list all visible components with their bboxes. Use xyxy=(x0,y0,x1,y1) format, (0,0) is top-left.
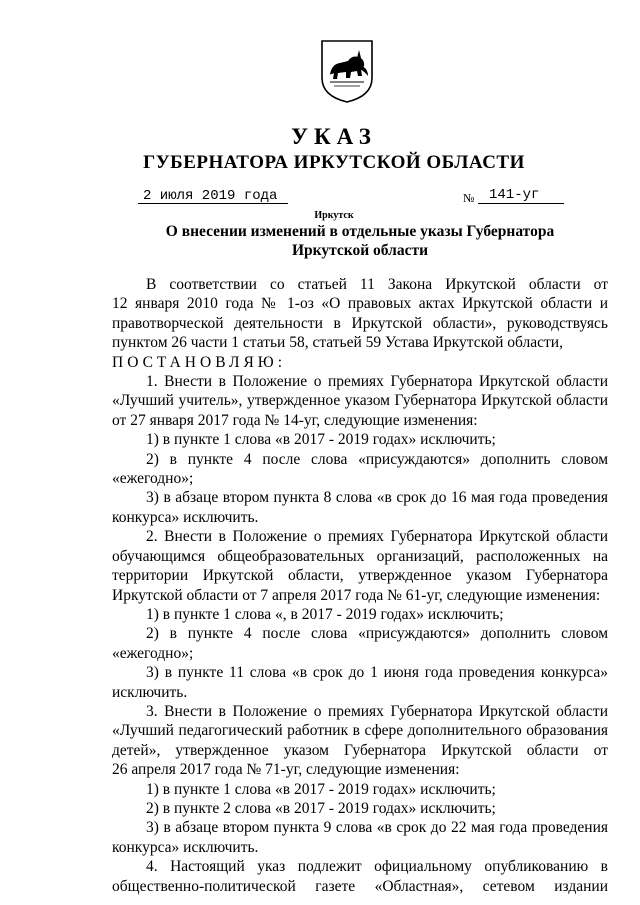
document-heading xyxy=(150,222,570,260)
document-body xyxy=(112,275,608,896)
body-line: 3. Внести в Положение о премиях Губернатора Иркутской области xyxy=(146,702,608,720)
body-line: пунктом 26 части 1 статьи 58, статьей 59 Устава Иркутской области, xyxy=(112,334,563,352)
body-line: 2) в пункте 4 после слова «присуждаются» дополнить словом xyxy=(146,450,608,468)
body-line: 4. Настоящий указ подлежит официальному опубликованию в xyxy=(146,858,608,876)
document-subtitle: ГУБЕРНАТОРА ИРКУТСКОЙ ОБЛАСТИ xyxy=(143,152,525,173)
heading-line: О внесении изменений в отдельные указы Губернатора xyxy=(165,223,555,240)
body-line: 12 января 2010 года № 1-оз «О правовых актах Иркутской области и xyxy=(112,295,608,313)
document-date: 2 июля 2019 года xyxy=(143,188,278,204)
body-line: 1) в пункте 1 слова «в 2017 - 2019 годах» исключить; xyxy=(146,780,496,798)
body-line: конкурса» исключить. xyxy=(112,508,259,526)
body-line: Иркутской области от 7 апреля 2017 года № 61-уг, следующие изменения: xyxy=(112,586,601,604)
body-line: 26 апреля 2017 года № 71-уг, следующие изменения: xyxy=(112,761,460,779)
body-line: 2) в пункте 4 после слова «присуждаются» дополнить словом xyxy=(146,625,608,643)
body-line: «Лучший учитель», утвержденное указом Губернатора Иркутской области xyxy=(112,392,608,410)
body-line: 2. Внести в Положение о премиях Губернатора Иркутской области xyxy=(146,528,608,546)
heading-line: Иркутской области xyxy=(291,242,429,259)
body-line: 2) в пункте 2 слова «в 2017 - 2019 годах» исключить; xyxy=(146,799,496,817)
body-line: исключить. xyxy=(112,683,188,701)
body-line: правотворческой деятельности в Иркутской области», руководствуясь xyxy=(112,314,608,332)
coat-of-arms-icon xyxy=(318,38,376,104)
body-line: 1. Внести в Положение о премиях Губернатора Иркутской области xyxy=(146,373,608,391)
body-line: 3) в пункте 11 слова «в срок до 1 июня года проведения конкурса» xyxy=(146,664,608,682)
number-label: № xyxy=(463,191,475,205)
number-underline xyxy=(478,203,564,204)
body-line: детей», утвержденное указом Губернатора Иркутской области от xyxy=(112,741,608,759)
document-title: УКАЗ xyxy=(291,124,377,149)
body-line: обучающимся общеобразовательных организаций, расположенных на xyxy=(112,547,608,565)
date-underline xyxy=(138,203,288,204)
body-line: «ежегодно»; xyxy=(112,470,194,488)
document-number: 141-уг xyxy=(489,187,540,203)
body-line: 3) в абзаце втором пункта 9 слова «в срок до 22 мая года проведения xyxy=(146,819,608,837)
city-name: Иркутск xyxy=(314,210,354,221)
body-line: общественно-политической газете «Областная», сетевом издании xyxy=(112,877,608,895)
body-line: 1) в пункте 1 слова «, в 2017 - 2019 годах» исключить; xyxy=(146,605,504,623)
body-line: территории Иркутской области, утвержденное указом Губернатора xyxy=(112,567,608,585)
body-line: «ежегодно»; xyxy=(112,644,194,662)
decree-word: ПОСТАНОВЛЯЮ: xyxy=(112,353,287,371)
body-line: конкурса» исключить. xyxy=(112,838,259,856)
body-line: 3) в абзаце втором пункта 8 слова «в срок до 16 мая года проведения xyxy=(146,489,608,507)
body-line: В соответствии со статьей 11 Закона Иркутской области от xyxy=(146,276,608,293)
body-line: «Лучший педагогический работник в сфере дополнительного образования xyxy=(112,722,608,740)
body-line: 1) в пункте 1 слова «в 2017 - 2019 годах» исключить; xyxy=(146,431,496,449)
body-line: от 27 января 2017 года № 14-уг, следующие изменения: xyxy=(112,411,478,429)
